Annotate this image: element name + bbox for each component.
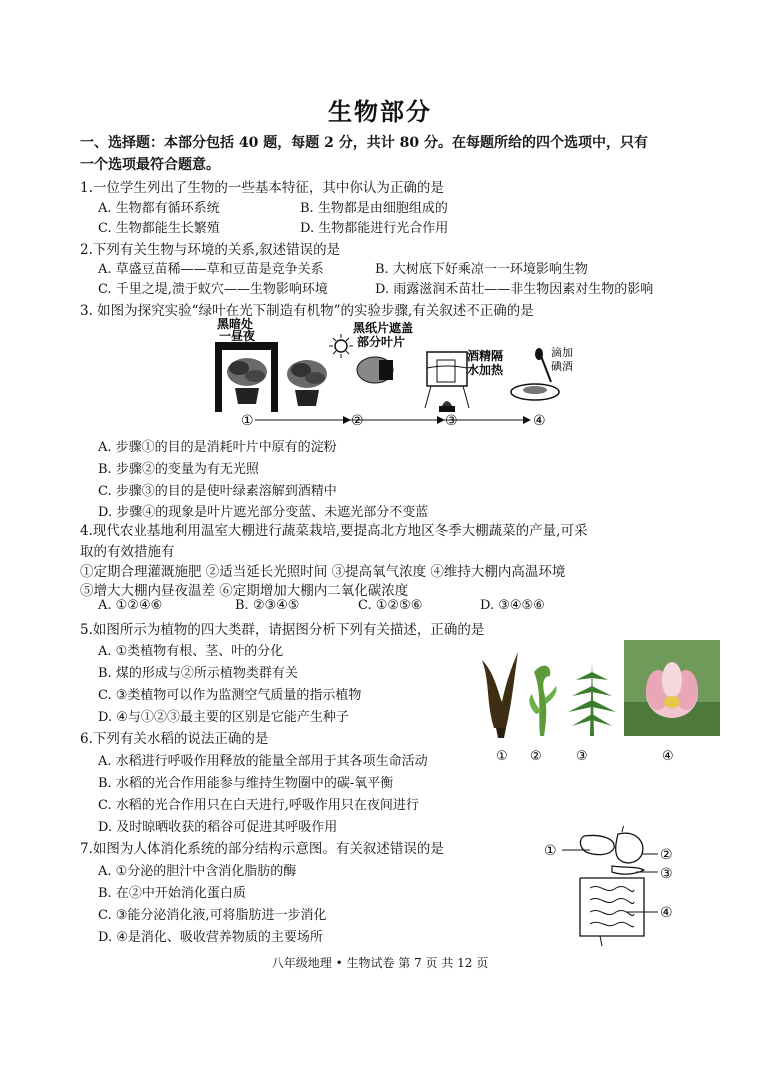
q1-option-a: A. 生物都有循环系统: [98, 201, 220, 216]
label-alcohol: 酒精隔: [467, 349, 504, 363]
q5-option-b: B. 煤的形成与②所示植物类群有关: [98, 666, 298, 681]
q5-option-d: D. ④与①②③最主要的区别是它能产生种子: [98, 710, 349, 725]
q7-option-b: B. 在②中开始消化蛋白质: [98, 886, 246, 901]
q1-stem: 1.一位学生列出了生物的一些基本特征，其中你认为正确的是: [80, 180, 444, 196]
q4-option-c: C. ①②⑤⑥: [358, 598, 423, 613]
step-3-label: ③: [445, 413, 458, 429]
q7-stem: 7.如图为人体消化系统的部分结构示意图。有关叙述错误的是: [80, 841, 444, 857]
q5-option-a: A. ①类植物有根、茎、叶的分化: [98, 644, 284, 659]
step-4-label: ④: [533, 413, 546, 429]
q1-option-c: C. 生物都能生长繁殖: [98, 221, 220, 236]
q3-option-d: D. 步骤④的现象是叶片遮光部分变蓝、未遮光部分不变蓝: [98, 505, 429, 520]
q1-option-d: D. 生物都能进行光合作用: [300, 221, 449, 236]
potted-plant-icon: [287, 360, 327, 406]
q3-option-a: A. 步骤①的目的是消耗叶片中原有的淀粉: [98, 440, 337, 455]
q7-option-d: D. ④是消化、吸收营养物质的主要场所: [98, 930, 323, 945]
q3-experiment-figure: [205, 316, 585, 430]
q6-option-a: A. 水稻进行呼吸作用释放的能量全部用于其各项生命活动: [98, 754, 428, 769]
step-1-label: ①: [241, 413, 254, 429]
q4-option-d: D. ③④⑤⑥: [480, 598, 545, 613]
label-cover: 黑纸片遮盖: [353, 321, 414, 335]
stomach-icon: [616, 826, 643, 863]
q7-option-c: C. ③能分泌消化液,可将脂肪进一步消化: [98, 908, 327, 923]
q4-stem-line1: 4.现代农业基地利用温室大棚进行蔬菜栽培,要提高北方地区冬季大棚蔬菜的产量,可采: [80, 523, 588, 539]
q6-option-c: C. 水稻的光合作用只在白天进行,呼吸作用只在夜间进行: [98, 798, 419, 813]
figure-label-4: ④: [662, 749, 674, 764]
q5-plant-groups-figure: [472, 632, 722, 764]
label-iodine-2: 碘酒: [551, 360, 573, 373]
label-cover-2: 部分叶片: [357, 335, 406, 349]
q3-stem: 3. 如图为探究实验“绿叶在光下制造有机物”的实验步骤,有关叙述不正确的是: [80, 303, 534, 319]
label-alcohol-2: 水加热: [467, 363, 504, 377]
q6-option-b: B. 水稻的光合作用能参与维持生物圈中的碳-氧平衡: [98, 776, 394, 791]
q1-option-b: B. 生物都是由细胞组成的: [300, 201, 448, 216]
q2-option-b: B. 大树底下好乘凉一一环境影响生物: [375, 262, 588, 277]
liver-icon: [580, 836, 614, 855]
covered-leaf-icon: [357, 357, 393, 383]
figure-label-1: ①: [544, 843, 557, 859]
figure-label-2: ②: [530, 749, 542, 764]
q4-measures-line2: ⑤增大大棚内昼夜温差 ⑥定期增加大棚内二氧化碳浓度: [80, 583, 409, 599]
q6-stem: 6.下列有关水稻的说法正确的是: [80, 731, 269, 747]
fern-icon: [568, 662, 616, 736]
q2-option-a: A. 草盛豆苗稀——草和豆苗是竞争关系: [98, 262, 324, 277]
q4-stem-line2: 取的有效措施有: [80, 544, 175, 560]
section-heading-line1: 一、选择题：本部分包括 40 题，每题 2 分，共计 80 分。在每题所给的四个选项中，只有: [80, 135, 648, 151]
q5-option-c: C. ③类植物可以作为监测空气质量的指示植物: [98, 688, 362, 703]
section-heading-line2: 一个选项最符合题意。: [80, 157, 220, 173]
moss-icon: [529, 666, 556, 736]
q2-option-d: D. 雨露滋润禾苗壮——非生物因素对生物的影响: [375, 282, 654, 297]
label-dark-2: 一昼夜: [219, 329, 256, 343]
figure-label-2: ②: [660, 847, 673, 863]
sun-icon: [329, 334, 353, 358]
q3-option-b: B. 步骤②的变量为有无光照: [98, 462, 259, 477]
figure-label-3: ③: [576, 749, 588, 764]
q5-stem: 5.如图所示为植物的四大类群，请据图分析下列有关描述，正确的是: [80, 622, 485, 638]
q4-option-a: A. ①②④⑥: [98, 598, 163, 613]
q3-option-c: C. 步骤③的目的是使叶绿素溶解到酒精中: [98, 484, 337, 499]
figure-label-1: ①: [496, 749, 508, 764]
step-2-label: ②: [351, 413, 364, 429]
label-iodine: 滴加: [551, 346, 573, 359]
page-footer: 八年级地理 • 生物试卷 第 7 页 共 12 页: [271, 956, 489, 970]
dark-box-icon: [215, 342, 277, 350]
lotus-flower-image: [624, 640, 720, 736]
figure-label-3: ③: [660, 866, 673, 882]
beaker-heating-icon: [425, 352, 469, 412]
q2-option-c: C. 千里之堤,溃于蚁穴——生物影响环境: [98, 282, 328, 297]
q4-measures-line1: ①定期合理灌溉施肥 ②适当延长光照时间 ③提高氧气浓度 ④维持大棚内高温环境: [80, 564, 566, 580]
q7-digestive-system-figure: [540, 826, 690, 950]
pancreas-icon: [612, 866, 644, 874]
q6-option-d: D. 及时晾晒收获的稻谷可促进其呼吸作用: [98, 820, 338, 835]
figure-label-4: ④: [660, 905, 673, 921]
potted-plant-icon: [227, 358, 267, 404]
alga-icon: [482, 652, 518, 738]
q7-option-a: A. ①分泌的胆汁中含消化脂肪的酶: [98, 864, 297, 879]
page-title: 生物部分: [328, 97, 432, 126]
q2-stem: 2.下列有关生物与环境的关系,叙述错误的是: [80, 242, 341, 258]
label-dark: 黑暗处: [217, 317, 254, 331]
q4-option-b: B. ②③④⑤: [235, 598, 300, 613]
